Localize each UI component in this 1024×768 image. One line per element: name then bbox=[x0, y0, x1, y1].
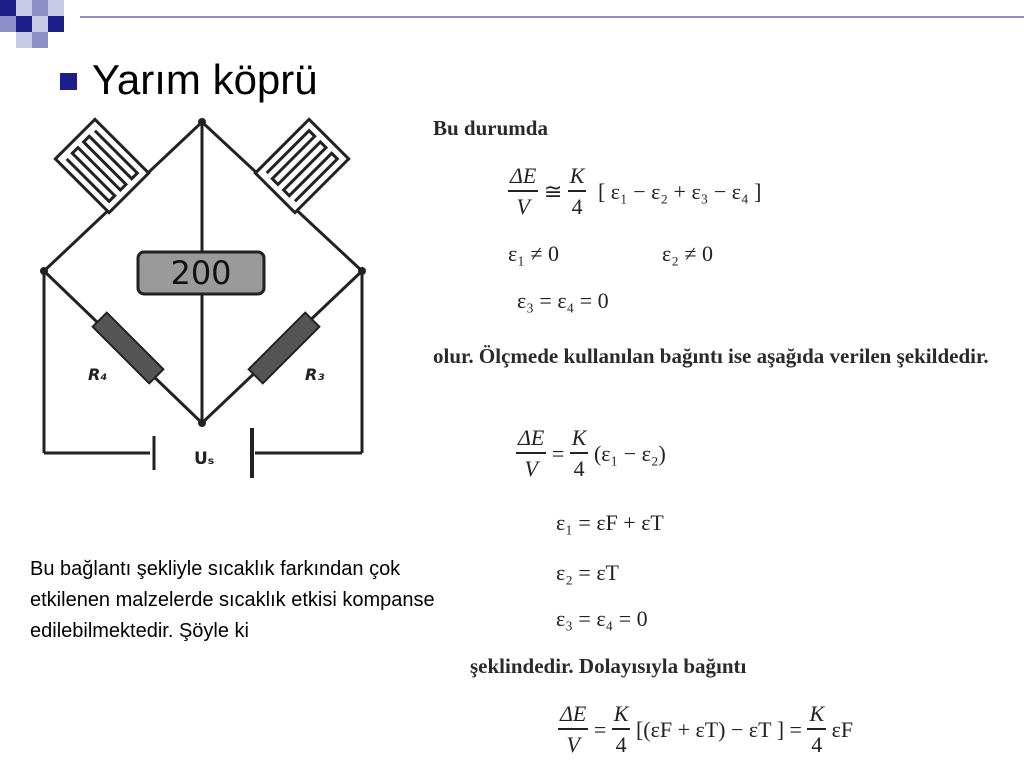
r4-label: R₄ bbox=[88, 365, 108, 384]
equation-1: $\frac{\Delta E}{V}$ ≅ $\frac{K}{4}$ [ ε₁ − ε₂ + ε₃ − ε₄ ] bbox=[510, 163, 762, 219]
intro-text: Bu durumda bbox=[433, 116, 548, 140]
slide-title: Yarım köprü bbox=[92, 56, 318, 103]
r3-label: R₃ bbox=[305, 365, 325, 384]
left-paragraph: Bu bağlantı şekliyle sıcaklık farkından çok etkilenen malzelerde sıcaklık etkisi kompanse edilebilmektedir. Şöyle ki bbox=[30, 558, 435, 642]
strain-gauge-left bbox=[55, 119, 148, 212]
equation-3: ε₁ = εF + εT bbox=[556, 510, 664, 535]
paragraph-1: olur. Ölçmede kullanılan bağıntı ise aşağıda verilen şekildedir. bbox=[433, 344, 989, 368]
condition-1a: ε₁ ≠ 0 bbox=[508, 241, 559, 266]
supply-label: Uₛ bbox=[194, 449, 215, 469]
condition-1b: ε₂ ≠ 0 bbox=[662, 241, 713, 266]
equation-6: $\frac{\Delta E}{V}$ = $\frac{K}{4}$ [(εF + εT) − εT ] = $\frac{K}{4}$ εF bbox=[560, 701, 854, 757]
display-value: 200 bbox=[170, 254, 232, 292]
paragraph-2: şeklindedir. Dolayısıyla bağıntı bbox=[470, 654, 747, 678]
equation-5: ε₃ = ε₄ = 0 bbox=[556, 606, 648, 631]
half-bridge-circuit-diagram bbox=[30, 108, 390, 498]
title-bullet bbox=[60, 73, 77, 90]
slide-corner-decoration bbox=[0, 0, 80, 60]
equation-4: ε₂ = εT bbox=[556, 560, 619, 585]
title-underline bbox=[80, 16, 1024, 18]
equation-2: $\frac{\Delta E}{V}$ = $\frac{K}{4}$ (ε₁ − ε₂) bbox=[518, 425, 666, 481]
strain-gauge-right bbox=[255, 119, 348, 212]
condition-2: ε₃ = ε₄ = 0 bbox=[517, 288, 609, 313]
